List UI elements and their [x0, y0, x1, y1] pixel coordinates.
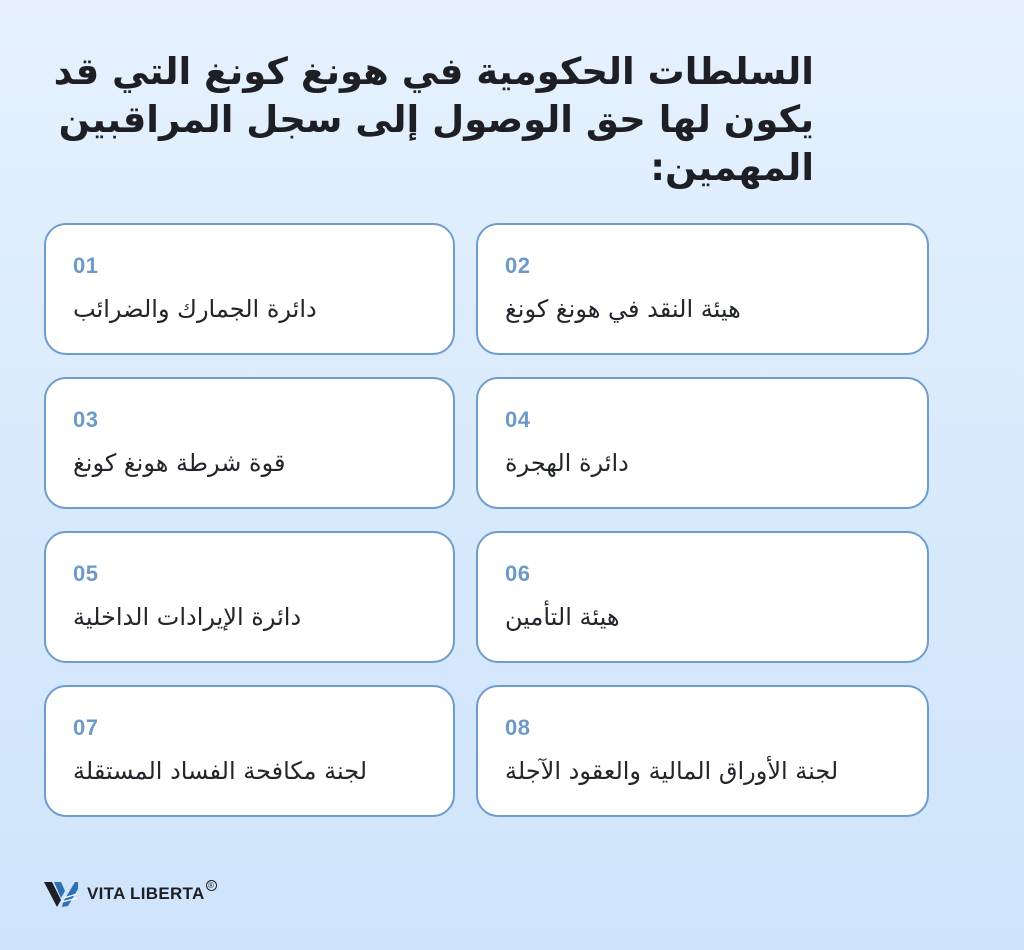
card-number: 02	[505, 253, 531, 278]
authority-card-03	[44, 377, 455, 509]
card-number: 08	[505, 715, 531, 740]
card-label: دائرة الإيرادات الداخلية	[73, 603, 302, 631]
page-title: السلطات الحكومية في هونغ كونغ التي قد يكون لها حق الوصول إلى سجل المراقبين المهمين:	[53, 50, 814, 189]
brand-name: VITA LIBERTA ®	[87, 884, 205, 904]
vita-liberta-logo-icon	[44, 880, 78, 908]
card-label: لجنة الأوراق المالية والعقود الآجلة	[505, 757, 839, 785]
card-label: هيئة النقد في هونغ كونغ	[505, 295, 741, 323]
card-number: 04	[505, 407, 531, 432]
card-label: قوة شرطة هونغ كونغ	[73, 449, 286, 477]
authority-card-08	[476, 685, 929, 817]
card-number: 05	[73, 561, 99, 586]
card-label: هيئة التأمين	[505, 603, 620, 631]
authority-card-04	[476, 377, 929, 509]
card-label: دائرة الهجرة	[505, 449, 629, 477]
authority-card-06	[476, 531, 929, 663]
authority-card-07	[44, 685, 455, 817]
authority-card-01	[44, 223, 455, 355]
authority-card-02	[476, 223, 929, 355]
authorities-grid	[44, 223, 929, 817]
card-label: دائرة الجمارك والضرائب	[73, 295, 317, 323]
card-number: 03	[73, 407, 99, 432]
authority-card-05	[44, 531, 455, 663]
brand-logo	[44, 879, 215, 909]
card-number: 06	[505, 561, 531, 586]
registered-mark: ®	[206, 880, 217, 891]
card-number: 01	[73, 253, 99, 278]
card-number: 07	[73, 715, 99, 740]
card-label: لجنة مكافحة الفساد المستقلة	[73, 757, 368, 785]
